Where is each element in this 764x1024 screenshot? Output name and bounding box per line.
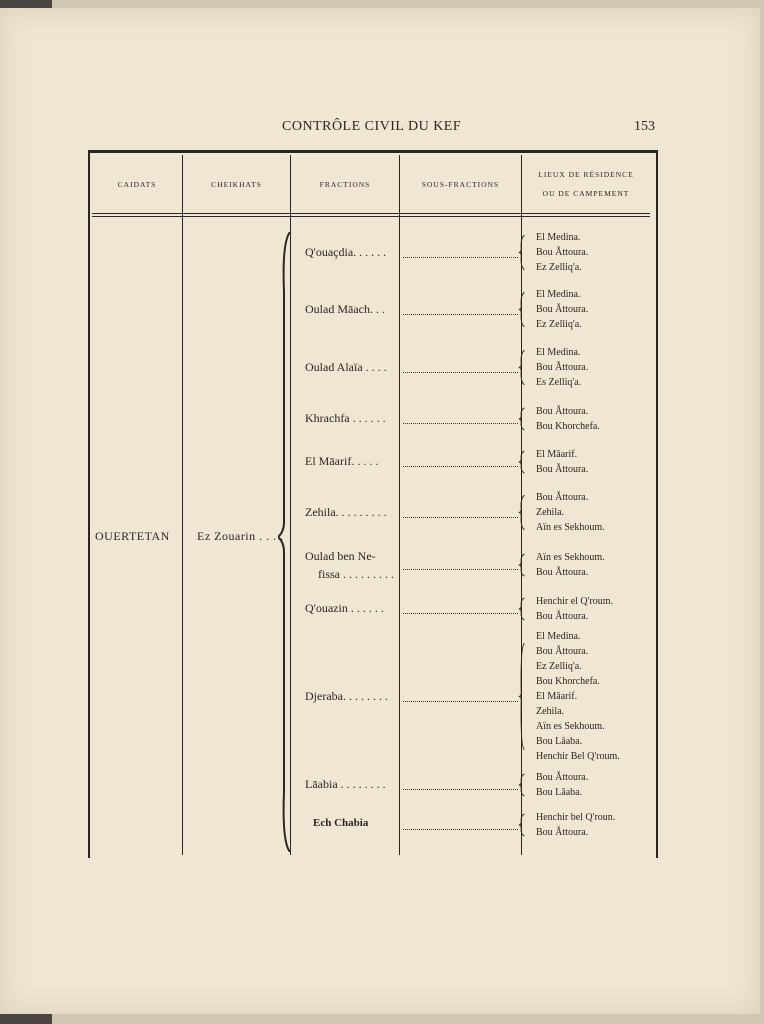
residence-place: Bou Ăttoura. — [536, 772, 589, 783]
residence-brace — [518, 810, 526, 840]
residence-place: Bou Lāaba. — [536, 787, 583, 798]
dot-leader — [403, 789, 518, 790]
dot-leader — [403, 701, 518, 702]
residence-brace — [518, 594, 526, 624]
residence-place: Bou Ăttoura. — [536, 406, 589, 417]
column-divider — [182, 155, 183, 855]
residence-brace — [518, 404, 526, 434]
header-lieux-line2: OU DE CAMPEMENT — [542, 189, 630, 198]
header-rule — [92, 213, 650, 214]
residence-place: Ez Zelliq'a. — [536, 661, 582, 672]
scan-edge-top — [0, 0, 52, 8]
header-lieux-line1: LIEUX DE RÉSIDENCE — [538, 170, 634, 179]
residence-place: Bou Ăttoura. — [536, 464, 589, 475]
residence-brace — [518, 345, 526, 390]
page-number: 153 — [634, 119, 655, 134]
dot-leader — [403, 423, 518, 424]
residence-place: Aïn es Sekhoum. — [536, 522, 605, 533]
fraction-label: Q'ouaçdia. . . . . . — [305, 244, 387, 259]
fraction-label: Q'ouazin . . . . . . — [305, 601, 384, 615]
header-fractions: FRACTIONS — [319, 180, 371, 189]
residence-place: El Medina. — [536, 347, 581, 358]
fraction-label: Zehila. . . . . . . . . — [305, 504, 387, 519]
residence-place: Bou Lāaba. — [536, 736, 583, 747]
running-head: CONTRÔLE CIVIL DU KEF — [282, 119, 462, 134]
residence-place: Henchir bel Q'roun. — [536, 812, 616, 823]
residence-place: Es Zelliq'a. — [536, 377, 582, 388]
residence-place: Aïn es Sekhoum. — [536, 552, 605, 563]
residence-place: Bou Ăttoura. — [536, 611, 589, 622]
residence-place: Aïn es Sekhoum. — [536, 721, 605, 732]
fraction-label: Oulad Alaïa . . . . — [305, 359, 387, 374]
header-cheikhats: CHEIKHATS — [211, 180, 262, 189]
fraction-label: Oulad ben Ne- — [305, 549, 376, 563]
residence-place: El Medina. — [536, 232, 581, 243]
residence-place: Bou Ăttoura. — [536, 362, 589, 373]
residence-brace — [518, 447, 526, 477]
residence-place: El Medina. — [536, 631, 581, 642]
residence-place: Bou Ăttoura. — [536, 304, 589, 315]
dot-leader — [403, 613, 518, 614]
header-sous-fractions: SOUS-FRACTIONS — [421, 180, 500, 189]
dot-leader — [403, 466, 518, 467]
dot-leader — [403, 372, 518, 373]
residence-place: Bou Ăttoura. — [536, 247, 589, 258]
residence-place: Bou Ăttoura. — [536, 567, 589, 578]
dot-leader — [403, 517, 518, 518]
fraction-label-continued: fissa . . . . . . . . . — [318, 567, 394, 581]
fractions-group-brace — [278, 232, 292, 852]
residence-brace — [518, 629, 526, 764]
residence-brace — [518, 490, 526, 535]
fraction-label: Oulad Māach. . . — [305, 301, 385, 316]
fraction-label: Lāabia . . . . . . . . — [305, 777, 386, 791]
residence-place: El Māarif. — [536, 691, 578, 702]
residence-brace — [518, 230, 526, 275]
cheikhat-name: Ez Zouarin . . . . — [197, 529, 284, 543]
residence-place: Bou Ăttoura. — [536, 646, 589, 657]
fraction-label: El Māarif. . . . . — [305, 454, 379, 468]
residence-place: Bou Khorchefa. — [536, 421, 600, 432]
residence-brace — [518, 550, 526, 580]
fraction-label: Khrachfa . . . . . . — [305, 411, 386, 425]
dot-leader — [403, 257, 518, 258]
scan-edge-bottom — [0, 1014, 52, 1024]
residence-place: Zehila. — [536, 706, 565, 717]
residence-place: Ez Zelliq'a. — [536, 262, 582, 273]
residence-brace — [518, 287, 526, 332]
residence-place: Zehila. — [536, 507, 565, 518]
residence-place: El Māarif. — [536, 449, 578, 460]
fraction-label: Djeraba. . . . . . . . — [305, 688, 388, 703]
fraction-label: Ech Chabia — [313, 817, 369, 829]
residence-place: El Medina. — [536, 289, 581, 300]
residence-brace — [518, 770, 526, 800]
caidat-name: OUERTETAN — [95, 529, 170, 543]
header-rule-second — [92, 216, 650, 217]
column-divider — [399, 155, 400, 855]
dot-leader — [403, 829, 518, 830]
residence-place: Bou Ăttoura. — [536, 492, 589, 503]
dot-leader — [403, 314, 518, 315]
residence-place: Bou Ăttoura. — [536, 827, 589, 838]
header-caidats: CAIDATS — [117, 180, 157, 189]
dot-leader — [403, 569, 518, 570]
residence-place: Henchir el Q'roum. — [536, 596, 614, 607]
residence-place: Ez Zelliq'a. — [536, 319, 582, 330]
residence-place: Bou Khorchefa. — [536, 676, 600, 687]
residence-place: Henchir Bel Q'roum. — [536, 751, 620, 762]
